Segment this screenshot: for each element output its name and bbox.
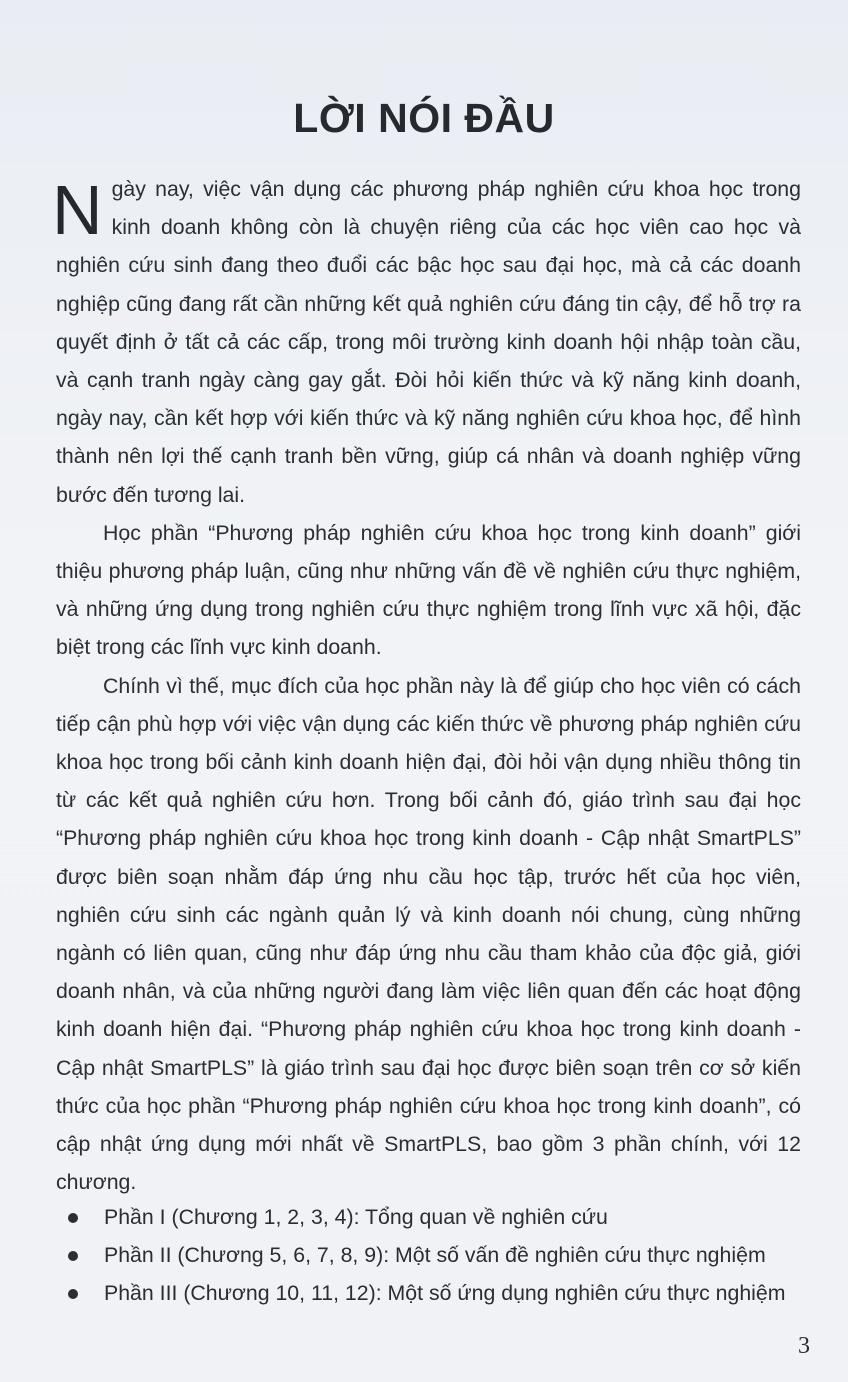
paragraph-1 xyxy=(52,170,801,514)
body-text xyxy=(52,170,801,1201)
bullet-icon xyxy=(68,1213,78,1223)
page-title: LỜI NÓI ĐẦU xyxy=(293,95,555,141)
bullet-icon xyxy=(68,1251,78,1261)
paragraph-1-text: gày nay, việc vận dụng các phương pháp nghiên cứu khoa học trong kinh doanh không còn là chuyện riêng của các học viên cao học và nghiên cứu sinh đang theo đuổi các bậc học sau đại học, mà cả các doanh nghiệp cũng đang rất cần những kết quả nghiên cứu đáng tin cậy, để hỗ trợ ra quyết định ở tất cả các cấp, trong môi trường kinh doanh hội nhập toàn cầu, và cạnh tranh ngày càng gay gắt. Đòi hỏi kiến thức và kỹ năng kinh doanh, ngày nay, cần kết hợp với kiến thức và kỹ năng nghiên cứu khoa học, để hình thành nên lợi thế cạnh tranh bền vững, giúp cá nhân và doanh nghiệp vững bước đến tương lai. xyxy=(56,177,801,507)
list-item xyxy=(60,1236,820,1274)
list-item-text: Phần I (Chương 1, 2, 3, 4): Tổng quan về nghiên cứu xyxy=(104,1205,608,1229)
bullet-icon xyxy=(68,1289,78,1299)
paragraph-3: Chính vì thế, mục đích của học phần này là để giúp cho học viên có cách tiếp cận phù hợp với việc vận dụng các kiến thức về phương pháp nghiên cứu khoa học trong bối cảnh kinh doanh hiện đại, đòi hỏi vận dụng nhiều thông tin từ các kết quả nghiên cứu hơn. Trong bối cảnh đó, giáo trình sau đại học “Phương pháp nghiên cứu khoa học trong kinh doanh - Cập nhật SmartPLS” được biên soạn nhằm đáp ứng nhu cầu học tập, trước hết của học viên, nghiên cứu sinh các ngành quản lý và kinh doanh nói chung, cùng những ngành có liên quan, cũng như đáp ứng nhu cầu tham khảo của độc giả, giới doanh nhân, và của những người đang làm việc liên quan đến các hoạt động kinh doanh hiện đại. “Phương pháp nghiên cứu khoa học trong kinh doanh - Cập nhật SmartPLS” là giáo trình sau đại học được biên soạn trên cơ sở kiến thức của học phần “Phương pháp nghiên cứu khoa học trong kinh doanh”, có cập nhật ứng dụng mới nhất về SmartPLS, bao gồm 3 phần chính, với 12 chương. xyxy=(56,673,801,1195)
part-list xyxy=(60,1198,820,1313)
drop-cap: N xyxy=(52,171,103,249)
list-item-text: Phần III (Chương 10, 11, 12): Một số ứng dụng nghiên cứu thực nghiệm xyxy=(104,1281,786,1306)
page-number: 3 xyxy=(798,1333,810,1359)
list-item xyxy=(60,1274,820,1312)
list-item xyxy=(60,1198,820,1236)
list-item-text: Phần II (Chương 5, 6, 7, 8, 9): Một số vấn đề nghiên cứu thực nghiệm xyxy=(104,1243,766,1268)
paragraph-2: Học phần “Phương pháp nghiên cứu khoa học trong kinh doanh” giới thiệu phương pháp luận, cũng như những vấn đề về nghiên cứu thực nghiệm, và những ứng dụng trong nghiên cứu thực nghiệm trong lĩnh vực xã hội, đặc biệt trong các lĩnh vực kinh doanh. xyxy=(56,520,801,660)
